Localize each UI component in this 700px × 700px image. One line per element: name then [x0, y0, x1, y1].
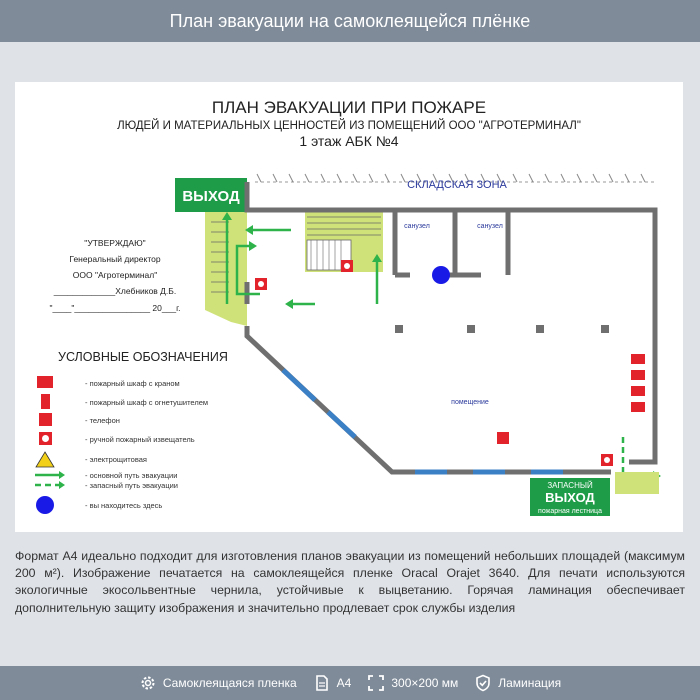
hose-cabinet-icon [631, 354, 645, 364]
you-are-here-icon [36, 496, 54, 514]
gear-icon [139, 674, 157, 692]
legend-icons [35, 376, 65, 514]
you-are-here-marker [432, 266, 450, 284]
feature-item [367, 674, 458, 692]
plan-subtitle: ЛЮДЕЙ И МАТЕРИАЛЬНЫХ ЦЕННОСТЕЙ ИЗ ПОМЕЩЕНИЙ ООО "АГРОТЕРМИНАЛ" [117, 120, 581, 132]
document-icon [313, 674, 331, 692]
spare-exit-bottom: пожарная лестница [538, 508, 602, 515]
feature-label: 300×200 мм [391, 676, 459, 690]
page-title: План эвакуации на самоклеящейся плёнке [169, 10, 531, 31]
expand-icon [367, 674, 385, 692]
hose-cabinet-icon [631, 402, 645, 412]
shield-icon [474, 674, 492, 692]
columns [395, 325, 609, 333]
extinguisher-cabinet-icon [631, 370, 645, 380]
room-warehouse: СКЛАДСКАЯ ЗОНА [407, 179, 507, 191]
legend-item: - запасный путь эвакуации [85, 481, 178, 490]
legend-item: - пожарный шкаф с краном [85, 379, 180, 388]
legend-title: УСЛОВНЫЕ ОБОЗНАЧЕНИЯ [58, 350, 228, 364]
legend-list [85, 379, 208, 510]
legend-item: - пожарный шкаф с огнетушителем [85, 398, 209, 407]
feature-label: А4 [336, 676, 352, 690]
feature-item [474, 674, 561, 692]
plan-drawing [15, 82, 683, 532]
hose-cabinet-icon [37, 376, 53, 388]
extinguisher-cabinet-icon [41, 394, 50, 409]
extinguisher-cabinet-icon [631, 386, 645, 396]
feature-label: Ламинация [498, 676, 562, 690]
exit-sign-label: ВЫХОД [182, 188, 240, 205]
legend-item: - вы находитесь здесь [85, 501, 163, 510]
spare-exit-top: ЗАПАСНЫЙ [547, 481, 593, 490]
approval-line-4: _____________Хлебников Д.Б. [53, 286, 177, 296]
room-main: помещение [451, 399, 489, 406]
approval-line-3: ООО "Агротерминал" [72, 270, 158, 280]
phone-icon [39, 413, 52, 426]
spare-evacuation-route [623, 437, 655, 476]
legend-item: - ручной пожарный извещатель [85, 435, 195, 444]
plan-title: ПЛАН ЭВАКУАЦИИ ПРИ ПОЖАРЕ [211, 98, 487, 117]
feature-label: Самоклеящаяся пленка [162, 676, 297, 690]
plan-floor: 1 этаж АБК №4 [299, 133, 399, 149]
spare-exit-main: ВЫХОД [545, 490, 595, 505]
approval-line-5: "____"________________ 20___г. [49, 303, 181, 313]
plan-fire-equipment [255, 260, 645, 466]
legend-item: - основной путь эвакуации [85, 471, 178, 480]
approval-line-2: Генеральный директор [69, 254, 161, 264]
legend-item: - телефон [85, 416, 120, 425]
room-wc-1: санузел [404, 223, 430, 230]
evacuation-plan [15, 82, 683, 532]
feature-item [313, 674, 352, 692]
phone-icon [497, 432, 509, 444]
room-wc-2: санузел [477, 223, 503, 230]
product-description: Формат А4 идеально подходит для изготовления планов эвакуации из помещений небольших площадей (максимум 200 м²). Изображение печатается на самоклеящейся пленке Oracal Orajet 3640. Для печати используются экологичные экосольвентные чернила, устойчивые к выцветанию. Горячая ламинация обеспечивает дополнительную защиту изображения и значительно продлевает срок службы изделия [15, 549, 685, 615]
header-bar [0, 0, 700, 42]
features-bar [0, 666, 700, 700]
approval-block [49, 238, 180, 313]
feature-item [139, 674, 297, 692]
windows [283, 370, 563, 472]
approval-line-1: "УТВЕРЖДАЮ" [84, 238, 146, 248]
fire-staircase [615, 472, 659, 494]
electrical-icon [36, 452, 54, 467]
legend-item: - электрощитовая [85, 455, 147, 464]
